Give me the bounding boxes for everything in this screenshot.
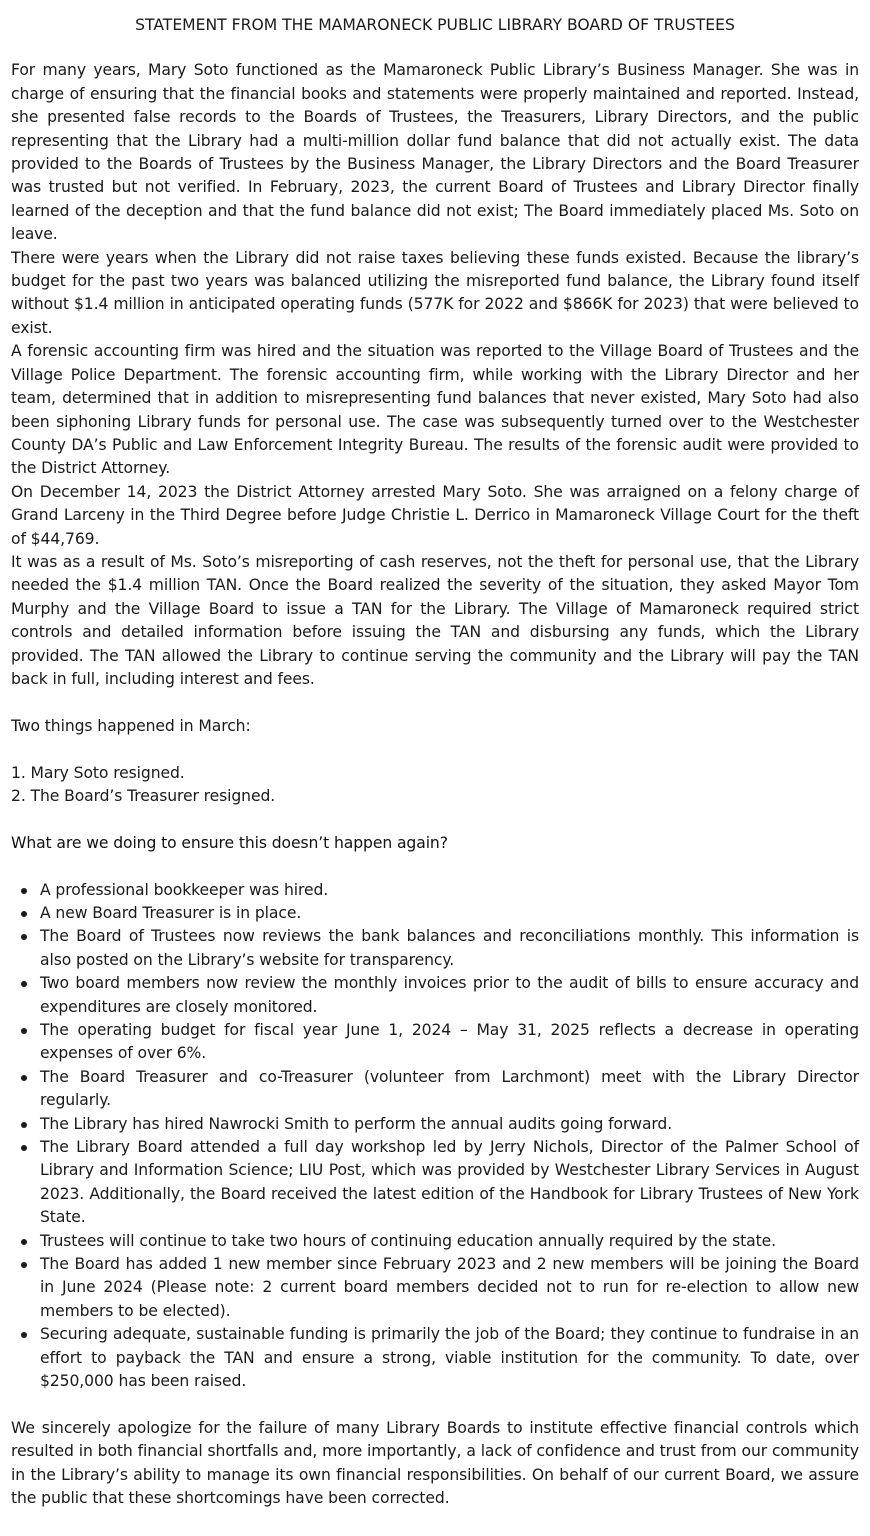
measure-item: The Library has hired Nawrocki Smith to perform the annual audits going forward. bbox=[11, 1113, 859, 1136]
paragraph-tan: It was as a result of Ms. Soto’s misreporting of cash reserves, not the theft for personal use, that the Library needed the $1.4 million TAN. Once the Board realized the severity of the situation, they asked Mayor Tom Murphy and the Village Board to issue a TAN for the Library. The Village of Mamaroneck required strict controls and detailed information before issuing the TAN and disbursing any funds, which the Library provided. The TAN allowed the Library to continue serving the community and the Library will pay the TAN back in full, including interest and fees. bbox=[11, 552, 859, 688]
march-item: 2. The Board’s Treasurer resigned. bbox=[11, 786, 276, 805]
measure-item: Trustees will continue to take two hours of continuing education annually required by the state. bbox=[11, 1230, 859, 1253]
paragraph-deception: For many years, Mary Soto functioned as the Mamaroneck Public Library’s Business Manager. She was in charge of ensuring that the financial books and statements were properly maintained and reported. Instead, she presented false records to the Boards of Trustees, the Treasurers, Library Directors, and the public representing that the Library had a multi-million dollar fund balance that did not actually exist. The data provided to the Boards of Trustees by the Business Manager, the Library Directors and the Board Treasurer was trusted but not verified. In February, 2023, the current Board of Trustees and Library Director finally learned of the deception and that the fund balance did not exist; The Board immediately placed Ms. Soto on leave. bbox=[11, 61, 859, 244]
measure-item: A professional bookkeeper was hired. bbox=[11, 879, 859, 902]
paragraph-budget-shortfall: There were years when the Library did not raise taxes believing these funds existed. Because the library’s budget for the past two years was balanced utilizing the misreported fund balance, the Library found itself without $1.4 million in anticipated operating funds (577K for 2022 and $866K for 2023) that were believed to exist. bbox=[11, 248, 859, 337]
measure-item: The Library Board attended a full day workshop led by Jerry Nichols, Director of the Palmer School of Library and Information Science; LIU Post, which was provided by Westchester Library Services in August 2023. Additionally, the Board received the latest edition of the Handbook for Library Trustees of New York State. bbox=[11, 1136, 859, 1230]
paragraph-arrest: On December 14, 2023 the District Attorney arrested Mary Soto. She was arraigned on a felony charge of Grand Larceny in the Third Degree before Judge Christie L. Derrico in Mamaroneck Village Court for the theft of $44,769. bbox=[11, 482, 859, 548]
measure-item: The operating budget for fiscal year June 1, 2024 – May 31, 2025 reflects a decrease in operating expenses of over 6%. bbox=[11, 1019, 859, 1066]
march-item: 1. Mary Soto resigned. bbox=[11, 763, 185, 782]
spacer bbox=[11, 738, 859, 761]
measure-item: The Board has added 1 new member since February 2023 and 2 new members will be joining the Board in June 2024 (Please note: 2 current board members decided not to run for re-election to allow new members to be elected). bbox=[11, 1253, 859, 1323]
statement-title: STATEMENT FROM THE MAMARONECK PUBLIC LIBRARY BOARD OF TRUSTEES bbox=[135, 16, 735, 34]
measure-item: A new Board Treasurer is in place. bbox=[11, 902, 859, 925]
spacer bbox=[11, 855, 859, 878]
measure-item: Securing adequate, sustainable funding is primarily the job of the Board; they continue to fundraise in an effort to payback the TAN and ensure a strong, viable institution for the community. To date, over $250,000 has been raised. bbox=[11, 1323, 859, 1393]
measure-item: Two board members now review the monthly invoices prior to the audit of bills to ensure accuracy and expenditures are closely monitored. bbox=[11, 972, 859, 1019]
measures-heading: What are we doing to ensure this doesn’t happen again? bbox=[11, 833, 448, 852]
closing-apology: We sincerely apologize for the failure of many Library Boards to institute effective financial controls which resulted in both financial shortfalls and, more importantly, a lack of confidence and trust from our community in the Library’s ability to manage its own financial responsibilities. On behalf of our current Board, we assure the public that these shortcomings have been corrected. bbox=[11, 1418, 859, 1508]
measure-item: The Board of Trustees now reviews the bank balances and reconciliations monthly. This information is also posted on the Library’s website for transparency. bbox=[11, 925, 859, 972]
measures-list bbox=[11, 879, 859, 1394]
measure-item: The Board Treasurer and co-Treasurer (volunteer from Larchmont) meet with the Library Director regularly. bbox=[11, 1066, 859, 1113]
paragraph-forensic-audit: A forensic accounting firm was hired and the situation was reported to the Village Board of Trustees and the Village Police Department. The forensic accounting firm, while working with the Library Director and her team, determined that in addition to misrepresenting fund balances that never existed, Mary Soto had also been siphoning Library funds for personal use. The case was subsequently turned over to the Westchester County DA’s Public and Law Enforcement Integrity Bureau. The results of the forensic audit were provided to the District Attorney. bbox=[11, 342, 859, 478]
spacer bbox=[11, 808, 859, 831]
spacer bbox=[11, 691, 859, 714]
march-intro: Two things happened in March: bbox=[11, 716, 251, 735]
spacer bbox=[11, 1394, 859, 1417]
